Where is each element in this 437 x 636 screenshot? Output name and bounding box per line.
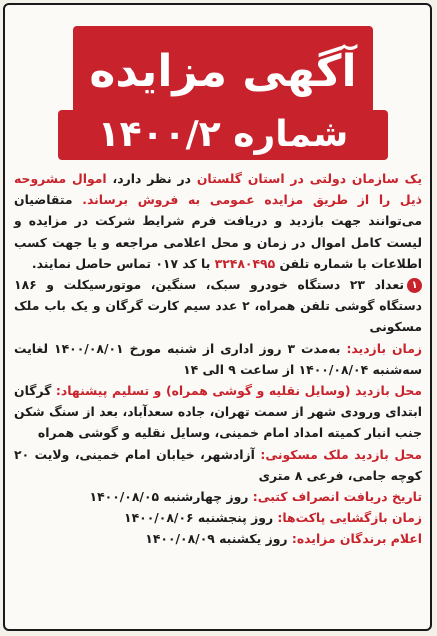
intro-text: در نظر دارد، (106, 171, 197, 186)
visit-time-paragraph (14, 338, 422, 380)
winners-date-label: اعلام برندگان مزایده: (291, 531, 422, 547)
ad-body (14, 168, 422, 550)
intro-ending: با کد ۰۱۷ تماس حاصل نمایند. (31, 255, 215, 271)
item-text: تعداد ۲۳ دستگاه خودرو سبک، سنگین، موتورسیکلت و ۱۸۶ دستگاه گوشی تلفن همراه، ۲ عدد سیم کارت گرگان و یک باب ملک مسکونی (14, 277, 422, 335)
phone-number: ۳۲۴۸۰۴۹۵ (214, 255, 276, 271)
intro-paragraph (14, 168, 422, 274)
opening-date-value: پنجشنبه ۱۴۰۰/۰۸/۰۶ (124, 510, 247, 526)
visit-place-paragraph (14, 380, 422, 444)
opening-date-label: زمان بازگشایی پاکت‌ها: (277, 510, 422, 526)
winners-date-value: یکشنبه ۱۴۰۰/۰۸/۰۹ (145, 531, 262, 547)
ad-number: شماره ۱۴۰۰/۲ (97, 114, 349, 155)
ad-title: آگهی مزایده (89, 46, 357, 97)
intro-subject: اموال مشروحه ذیل را از طریق مزایده عمومی به فروش برساند. (14, 171, 423, 208)
visit-time-label: زمان بازدید: (346, 340, 423, 356)
visit-time-text1: به‌مدت ۳ روز اداری از (196, 340, 347, 356)
withdrawal-date-line (14, 486, 422, 507)
intro-details: متقاضیان می‌توانند جهت بازدید و دریافت فرم شرایط شرکت در مزایده و لیست کامل اموال در زمان و محل اعلامی مراجعه و یا جهت کسب اطلاعات با شماره تلفن (14, 192, 422, 271)
intro-organization: یک سازمان دولتی در استان گلستان (196, 171, 423, 186)
item-number-badge: ۱ (407, 278, 422, 293)
opening-date-pre: روز (246, 510, 278, 526)
visit-place-text: گرگان ابتدای ورودی شهر از سمت تهران، جاده سعدآباد، بعد از سنگ شکن جنب انبار کمیته امداد امام خمینی، وسایل نقلیه و گوشی همراه (14, 383, 422, 441)
withdrawal-date-pre: روز (222, 489, 253, 505)
header-banner (58, 26, 388, 160)
winners-date-line (14, 528, 422, 549)
visit-time-weekday1: شنبه (167, 340, 197, 356)
residential-label: محل بازدید ملک مسکونی: (260, 446, 422, 462)
withdrawal-date-value: چهارشنبه ۱۴۰۰/۰۸/۰۵ (89, 489, 223, 505)
visit-time-weekday2: سه‌شنبه ۱۴۰۰/۰۸/۰۴ (298, 361, 422, 377)
residential-paragraph (14, 444, 422, 486)
visit-place-label: محل بازدید (وسایل نقلیه و گوشی همراه) و تسلیم پیشنهاد: (55, 383, 422, 399)
opening-date-line (14, 507, 422, 528)
residential-text: آزادشهر، خیابان امام خمینی، ولایت ۲۰ کوچه جامی، فرعی ۸ متری (14, 446, 422, 483)
withdrawal-date-label: تاریخ دریافت انصراف کتبی: (252, 489, 422, 505)
visit-time-text2: مورخ ۱۴۰۰/۰۸/۰۱ لغایت (14, 340, 168, 356)
item-paragraph (14, 274, 422, 338)
visit-time-text3: از ساعت ۹ الی ۱۴ (183, 361, 299, 377)
winners-date-pre: روز (261, 531, 292, 547)
